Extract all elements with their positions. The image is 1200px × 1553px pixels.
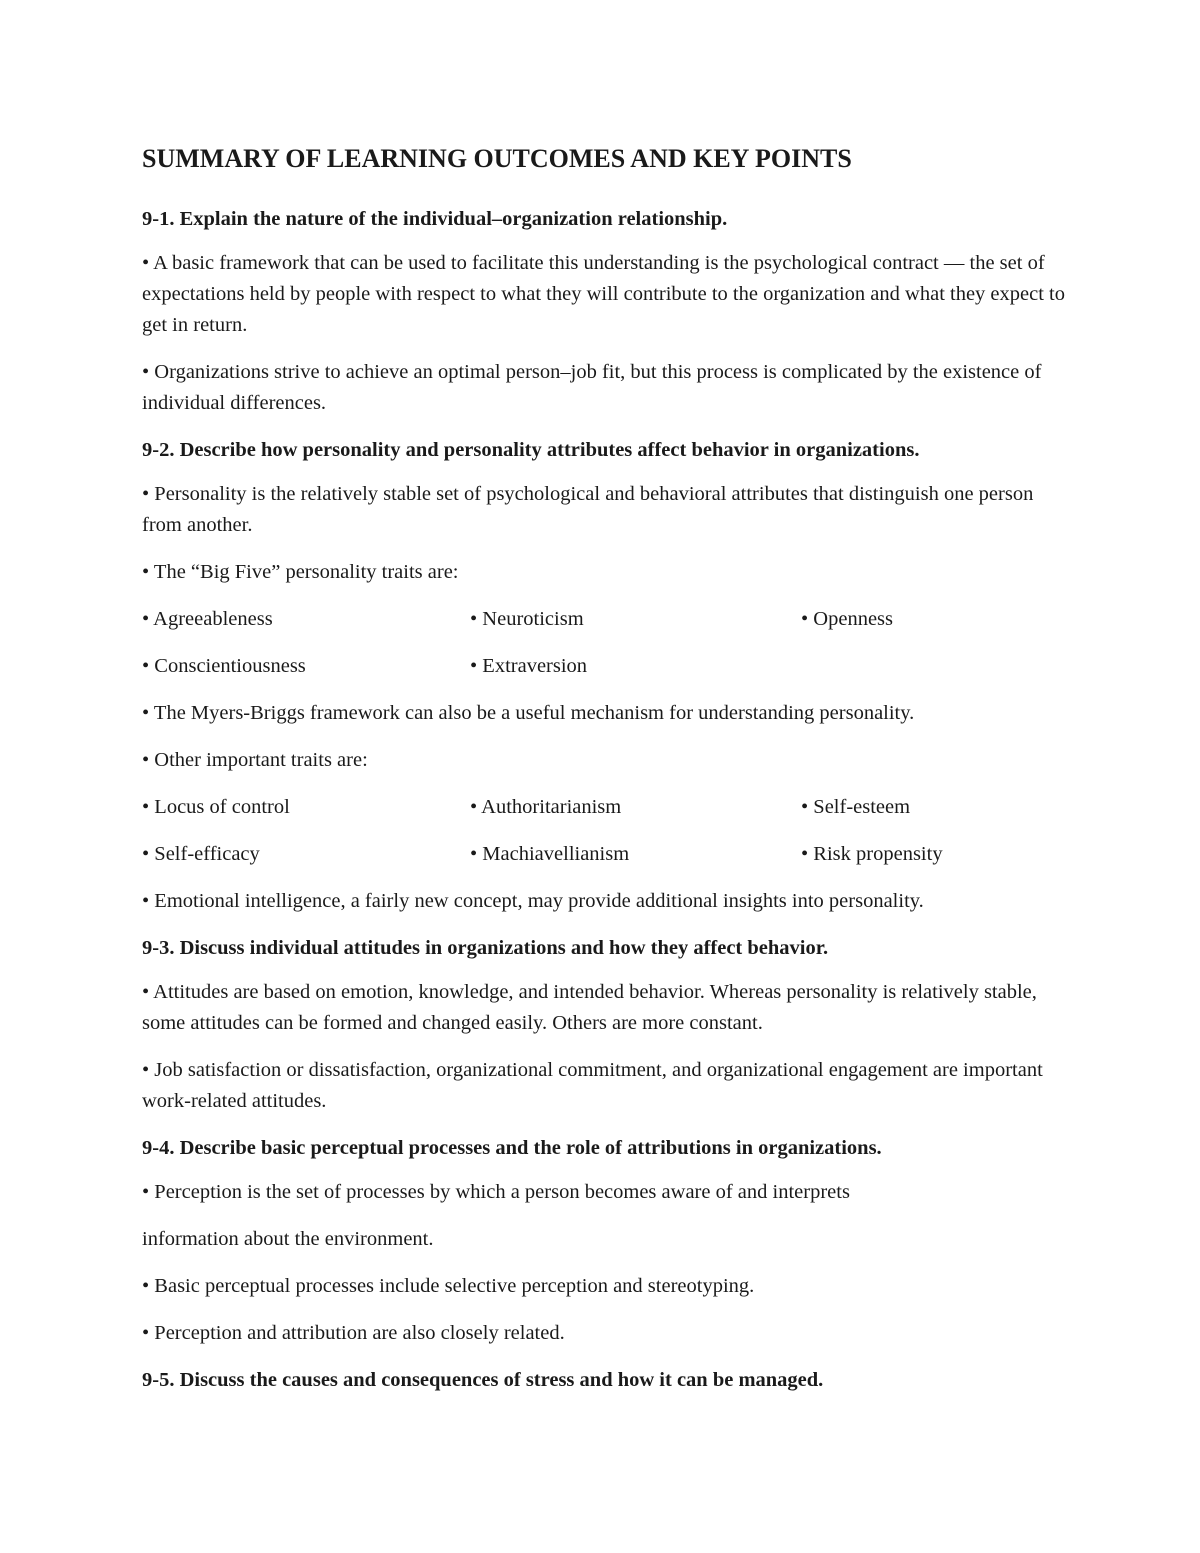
trait-item: • Self-esteem xyxy=(801,796,911,818)
big-five-row-1 xyxy=(142,604,1072,634)
section-9-4-point-1: • Perception is the set of processes by which a person becomes aware of and interprets xyxy=(142,1181,850,1203)
trait-item: • Neuroticism xyxy=(470,608,584,630)
trait-item: • Self-efficacy xyxy=(142,843,260,865)
section-heading-9-3: 9-3. Discuss individual attitudes in organizations and how they affect behavior. xyxy=(142,937,829,959)
document-page xyxy=(142,140,1072,1409)
other-traits-row-1 xyxy=(142,792,1072,822)
section-9-2-point-4: • Other important traits are: xyxy=(142,749,368,771)
section-heading-9-4: 9-4. Describe basic perceptual processes and the role of attributions in organizations. xyxy=(142,1137,882,1159)
section-9-4-point-2: • Basic perceptual processes include selective perception and stereotyping. xyxy=(142,1275,755,1297)
section-9-2-point-5: • Emotional intelligence, a fairly new concept, may provide additional insights into personality. xyxy=(142,890,924,912)
section-9-2-point-3: • The Myers-Briggs framework can also be a useful mechanism for understanding personality. xyxy=(142,702,915,724)
section-heading-9-2: 9-2. Describe how personality and personality attributes affect behavior in organizations. xyxy=(142,439,920,461)
trait-item: • Conscientiousness xyxy=(142,655,306,677)
trait-item: • Extraversion xyxy=(470,655,588,677)
section-9-3-point-2: • Job satisfaction or dissatisfaction, organizational commitment, and organizational engagement are important work-related attitudes. xyxy=(142,1059,1043,1112)
trait-item: • Authoritarianism xyxy=(470,796,622,818)
big-five-row-2 xyxy=(142,651,1072,681)
trait-item: • Locus of control xyxy=(142,796,290,818)
trait-item: • Risk propensity xyxy=(801,843,943,865)
section-9-4-point-3: • Perception and attribution are also closely related. xyxy=(142,1322,565,1344)
section-9-1-point-1: • A basic framework that can be used to facilitate this understanding is the psychological contract — the set of expectations held by people with respect to what they will contribute to the organization and what they expect to get in return. xyxy=(142,252,1065,336)
trait-item: • Openness xyxy=(801,608,894,630)
document-title: SUMMARY OF LEARNING OUTCOMES AND KEY POINTS xyxy=(142,144,852,173)
trait-item: • Agreeableness xyxy=(142,608,273,630)
section-9-2-point-2: • The “Big Five” personality traits are: xyxy=(142,561,459,583)
section-heading-9-1: 9-1. Explain the nature of the individual–organization relationship. xyxy=(142,208,728,230)
other-traits-row-2 xyxy=(142,839,1072,869)
section-9-2-point-1: • Personality is the relatively stable set of psychological and behavioral attributes that distinguish one person from another. xyxy=(142,483,1034,536)
trait-item: • Machiavellianism xyxy=(470,843,630,865)
section-heading-9-5: 9-5. Discuss the causes and consequences of stress and how it can be managed. xyxy=(142,1369,824,1391)
section-9-1-point-2: • Organizations strive to achieve an optimal person–job fit, but this process is complicated by the existence of individual differences. xyxy=(142,361,1042,414)
section-9-4-point-1-continued: information about the environment. xyxy=(142,1228,434,1250)
section-9-3-point-1: • Attitudes are based on emotion, knowledge, and intended behavior. Whereas personality is relatively stable, some attitudes can be formed and changed easily. Others are more constant. xyxy=(142,981,1037,1034)
